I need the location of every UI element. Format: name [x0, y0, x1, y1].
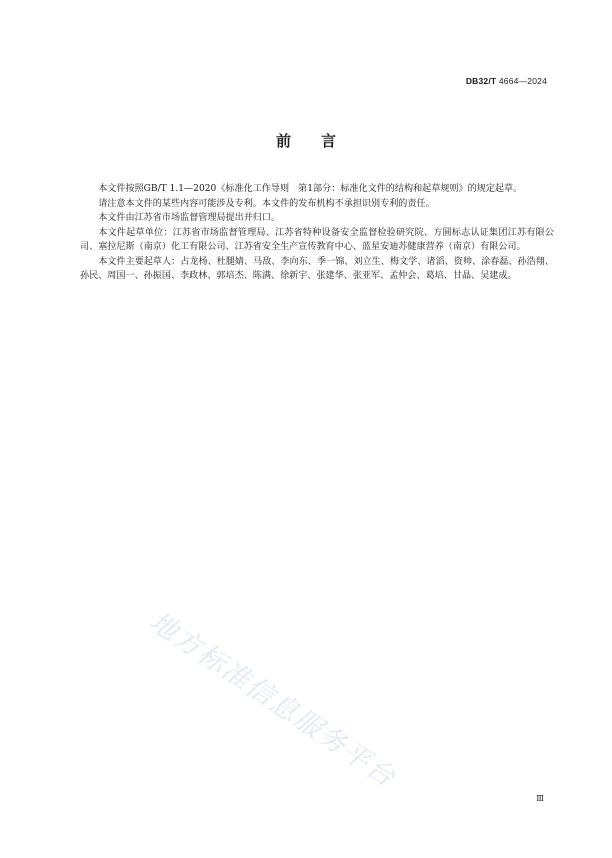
page-number: Ⅲ: [536, 794, 544, 803]
paragraph-proposer: 本文件由江苏省市场监督管理局提出并归口。: [98, 213, 281, 223]
foreword-body: [80, 182, 554, 284]
paragraph-drafting-units: 本文件起草单位：江苏省市场监督管理局、江苏省特种设备安全监督检验研究院、方圆标志认证集团江苏有限公司、塞拉尼斯（南京）化工有限公司、江苏省安全生产宣传教育中心、蓝星安迪苏健康营养（南京）有限公司。: [80, 227, 554, 252]
watermark: 地方标准信息服务平台: [143, 606, 402, 795]
paragraph-drafting-basis: 本文件按照GB/T 1.1—2020《标准化工作导则 第1部分：标准化文件的结构和起草规则》的规定起草。: [98, 184, 523, 194]
standard-number: 4664—2024: [496, 76, 547, 86]
page-title: 前言: [275, 132, 366, 150]
paragraph-drafters: 本文件主要起草人：占龙杨、杜腿婧、马敌、李向东、季一锦、刘立生、梅文学、诸滔、资帅、涂春磊、孙浩翔、孙民、周国一、孙振国、李政林、郭培杰、陈满、徐新宇、张建华、张亚军、孟仲会、葛培、甘晶、吴建成。: [80, 256, 554, 281]
standard-code: [466, 76, 547, 86]
standard-prefix: DB32/T: [465, 76, 497, 86]
paragraph-patent-notice: 请注意本文件的某些内容可能涉及专利。本文件的发布机构不承担识别专利的责任。: [98, 198, 435, 209]
